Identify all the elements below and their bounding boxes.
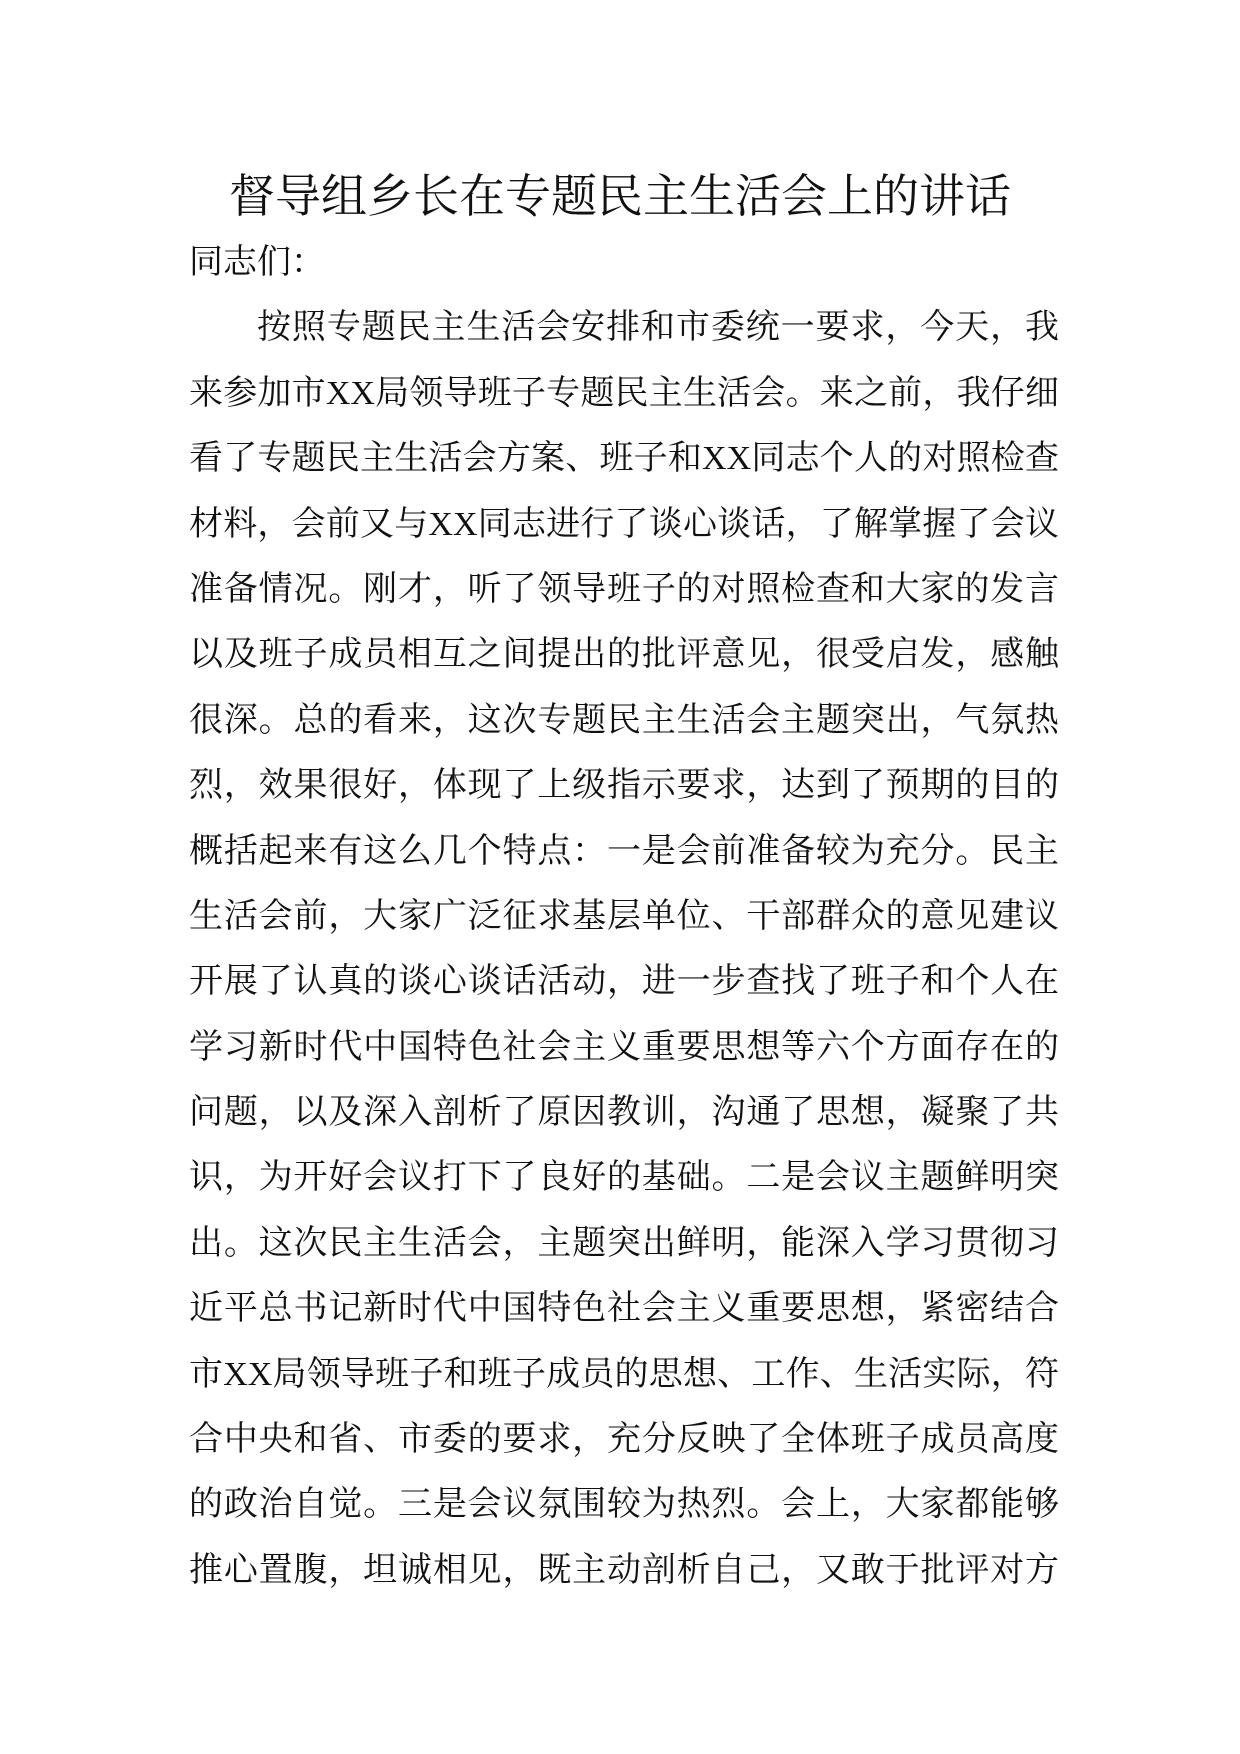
body-line: 出。这次民主生活会，主题突出鲜明，能深入学习贯彻习 xyxy=(189,1224,1059,1262)
salutation: 同志们： xyxy=(189,244,325,281)
document-title: 督导组乡长在专题民主生活会上的讲话 xyxy=(229,171,1011,222)
body-line: 市XX局领导班子和班子成员的思想、工作、生活实际，符 xyxy=(189,1355,1059,1393)
body-line: 问题，以及深入剖析了原因教训，沟通了思想，凝聚了共 xyxy=(189,1094,1059,1132)
body-line: 烈，效果很好，体现了上级指示要求，达到了预期的目的 xyxy=(189,767,1059,805)
body-line: 准备情况。刚才，听了领导班子的对照检查和大家的发言 xyxy=(189,570,1059,608)
body-line: 材料，会前又与XX同志进行了谈心谈话，了解掌握了会议 xyxy=(189,505,1059,543)
body-line: 合中央和省、市委的要求，充分反映了全体班子成员高度 xyxy=(189,1421,1059,1459)
body-line: 识，为开好会议打下了良好的基础。二是会议主题鲜明突 xyxy=(189,1159,1059,1197)
body-line: 来参加市XX局领导班子专题民主生活会。来之前，我仔细 xyxy=(189,374,1059,412)
body-line: 的政治自觉。三是会议氛围较为热烈。会上，大家都能够 xyxy=(189,1486,1059,1524)
body-line: 推心置腹，坦诚相见，既主动剖析自己，又敢于批评对方 xyxy=(189,1551,1059,1589)
body-line: 学习新时代中国特色社会主义重要思想等六个方面存在的 xyxy=(189,1028,1059,1066)
body-line: 以及班子成员相互之间提出的批评意见，很受启发，感触 xyxy=(189,636,1059,674)
body-line: 开展了认真的谈心谈话活动，进一步查找了班子和个人在 xyxy=(189,963,1059,1001)
body-line: 看了专题民主生活会方案、班子和XX同志个人的对照检查 xyxy=(189,440,1059,478)
body-line: 按照专题民主生活会安排和市委统一要求，今天，我 xyxy=(257,309,1059,347)
body-line: 近平总书记新时代中国特色社会主义重要思想，紧密结合 xyxy=(189,1290,1059,1328)
body-line: 生活会前，大家广泛征求基层单位、干部群众的意见建议 xyxy=(189,897,1059,935)
speech-body xyxy=(189,230,1059,1603)
body-line: 概括起来有这么几个特点：一是会前准备较为充分。民主 xyxy=(189,832,1059,870)
body-line: 很深。总的看来，这次专题民主生活会主题突出，气氛热 xyxy=(189,701,1059,739)
